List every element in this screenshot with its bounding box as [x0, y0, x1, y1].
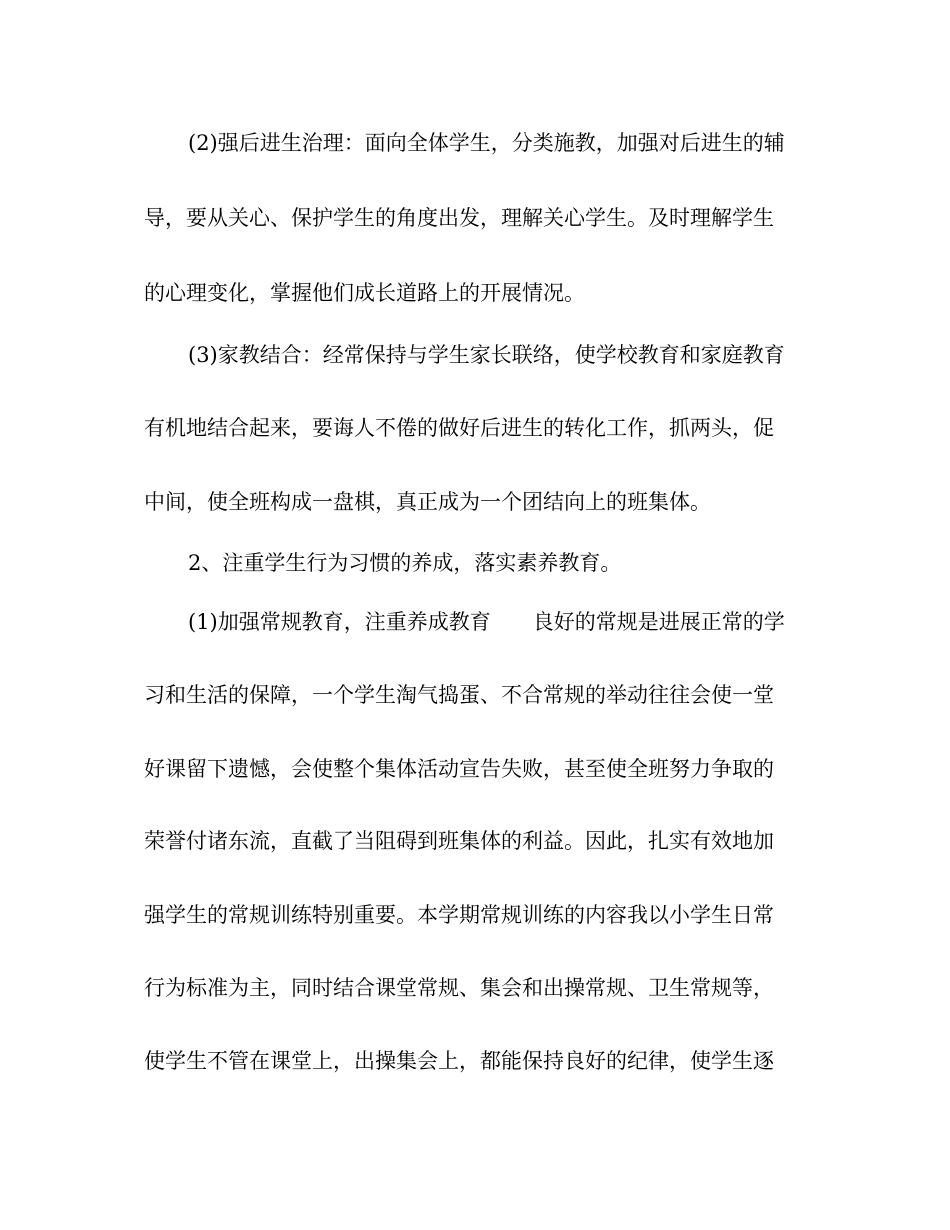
- text-line-11: 荣誉付诸东流，直截了当阻碍到班集体的利益。因此，扎实有效地加: [144, 829, 774, 853]
- text-line-4: (3)家教结合：经常保持与学生家长联络，使学校教育和家庭教育: [188, 343, 785, 367]
- text-line-2: 导，要从关心、保护学生的角度出发，理解关心学生。及时理解学生: [144, 206, 774, 230]
- text-line-9: 习和生活的保障，一个学生淘气捣蛋、不合常规的举动往往会使一堂: [144, 683, 774, 707]
- text-line-14: 使学生不管在课堂上，出操集会上，都能保持良好的纪律，使学生逐: [144, 1049, 774, 1073]
- text-line-3: 的心理变化，掌握他们成长道路上的开展情况。: [144, 281, 585, 305]
- text-line-10: 好课留下遗憾，会使整个集体活动宣告失败，甚至使全班努力争取的: [144, 757, 774, 781]
- text-line-6: 中间，使全班构成一盘棋，真正成为一个团结向上的班集体。: [144, 490, 711, 514]
- text-line-13: 行为标准为主，同时结合课堂常规、集会和出操常规、卫生常规等，: [144, 976, 774, 1000]
- text-line-7: 2、注重学生行为习惯的养成，落实素养教育。: [188, 551, 622, 575]
- text-line-8: (1)加强常规教育，注重养成教育 良好的常规是进展正常的学: [188, 610, 785, 634]
- text-line-12: 强学生的常规训练特别重要。本学期常规训练的内容我以小学生日常: [144, 903, 774, 927]
- text-line-5: 有机地结合起来，要诲人不倦的做好后进生的转化工作，抓两头，促: [144, 416, 774, 440]
- text-line-1: (2)强后进生治理：面向全体学生，分类施教，加强对后进生的辅: [188, 131, 785, 155]
